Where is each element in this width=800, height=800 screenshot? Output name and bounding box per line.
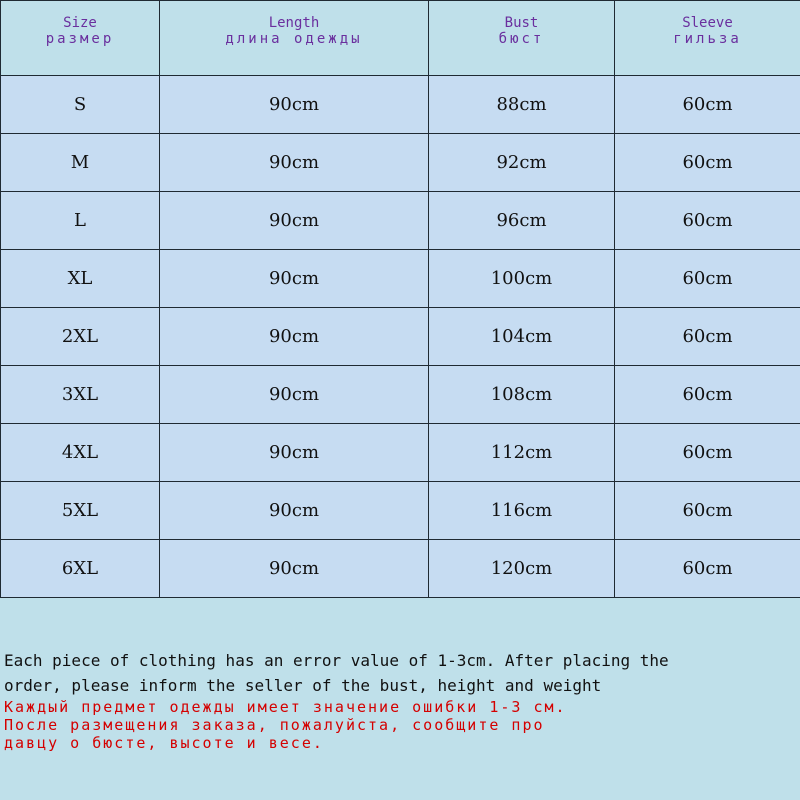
cell-size — [1, 250, 160, 308]
cell-bust — [429, 424, 615, 482]
cell-length — [160, 424, 429, 482]
size-value: L — [74, 210, 86, 231]
length-value: 90cm — [268, 210, 320, 231]
sleeve-value: 60cm — [682, 326, 733, 347]
cell-size — [1, 192, 160, 250]
bust-value: 112cm — [490, 442, 553, 463]
table-row — [1, 366, 800, 424]
cell-bust — [429, 192, 615, 250]
sleeve-value: 60cm — [682, 384, 733, 405]
header-bust-ru: бюст — [498, 31, 545, 47]
cell-sleeve — [615, 424, 800, 482]
note-en-line-1: Each piece of clothing has an error value of 1-3cm. After placing the — [4, 651, 669, 670]
header-sleeve-en: Sleeve — [682, 15, 733, 31]
cell-bust — [429, 482, 615, 540]
header-size-ru: размер — [45, 31, 115, 47]
note-ru-line-1: Каждый предмет одежды имеет значение ошибки 1-3 см. — [4, 698, 567, 716]
cell-size — [1, 76, 160, 134]
cell-sleeve — [615, 366, 800, 424]
size-value: 4XL — [61, 442, 99, 463]
table-row — [1, 482, 800, 540]
sleeve-value: 60cm — [682, 442, 733, 463]
cell-bust — [429, 366, 615, 424]
table-row — [1, 192, 800, 250]
sleeve-value: 60cm — [682, 268, 733, 289]
cell-bust — [429, 76, 615, 134]
bust-value: 104cm — [490, 326, 553, 347]
cell-length — [160, 134, 429, 192]
cell-length — [160, 540, 429, 598]
cell-size — [1, 308, 160, 366]
bust-value: 120cm — [490, 558, 553, 579]
bust-value: 96cm — [496, 210, 547, 231]
cell-length — [160, 250, 429, 308]
cell-length — [160, 482, 429, 540]
sleeve-value: 60cm — [682, 558, 733, 579]
length-value: 90cm — [268, 94, 320, 115]
note-ru-line-3: давцу о бюсте, высоте и весе. — [4, 734, 324, 752]
table-row — [1, 424, 800, 482]
cell-sleeve — [615, 250, 800, 308]
sleeve-value: 60cm — [682, 94, 733, 115]
table-row — [1, 250, 800, 308]
cell-length — [160, 308, 429, 366]
length-value: 90cm — [268, 384, 320, 405]
cell-bust — [429, 540, 615, 598]
size-value: S — [73, 94, 87, 115]
cell-bust — [429, 134, 615, 192]
length-value: 90cm — [268, 326, 320, 347]
table-row — [1, 540, 800, 598]
length-value: 90cm — [268, 558, 320, 579]
table-row — [1, 76, 800, 134]
header-size-en: Size — [63, 15, 97, 31]
bust-value: 100cm — [490, 268, 553, 289]
sleeve-value: 60cm — [682, 210, 733, 231]
table-row — [1, 308, 800, 366]
length-value: 90cm — [268, 442, 320, 463]
cell-size — [1, 424, 160, 482]
size-value: XL — [67, 268, 93, 289]
cell-sleeve — [615, 192, 800, 250]
header-length-ru: длина одежды — [225, 31, 363, 47]
length-value: 90cm — [268, 268, 320, 289]
size-note — [4, 648, 796, 752]
header-bust — [429, 1, 615, 76]
sleeve-value: 60cm — [682, 500, 733, 521]
length-value: 90cm — [268, 152, 320, 173]
cell-size — [1, 366, 160, 424]
header-length — [160, 1, 429, 76]
length-value: 90cm — [268, 500, 320, 521]
bust-value: 108cm — [490, 384, 553, 405]
table-row — [1, 134, 800, 192]
header-row — [1, 1, 800, 76]
header-sleeve-ru: гильза — [673, 31, 742, 47]
bust-value: 88cm — [496, 94, 547, 115]
cell-length — [160, 192, 429, 250]
cell-sleeve — [615, 134, 800, 192]
header-size — [1, 1, 160, 76]
size-value: 5XL — [61, 500, 99, 521]
cell-sleeve — [615, 308, 800, 366]
size-value: 6XL — [61, 558, 99, 579]
header-length-en: Length — [268, 15, 320, 31]
cell-length — [160, 76, 429, 134]
note-ru-line-2: После размещения заказа, пожалуйста, сообщите про — [4, 716, 545, 734]
cell-bust — [429, 308, 615, 366]
cell-sleeve — [615, 482, 800, 540]
header-sleeve — [615, 1, 800, 76]
size-value: 3XL — [61, 384, 99, 405]
cell-bust — [429, 250, 615, 308]
sleeve-value: 60cm — [682, 152, 733, 173]
cell-length — [160, 366, 429, 424]
cell-size — [1, 540, 160, 598]
cell-sleeve — [615, 540, 800, 598]
size-value: M — [70, 152, 90, 173]
size-value: 2XL — [61, 326, 99, 347]
bust-value: 116cm — [490, 500, 553, 521]
header-bust-en: Bust — [504, 15, 539, 31]
note-en-line-2: order, please inform the seller of the bust, height and weight — [4, 676, 602, 695]
bust-value: 92cm — [496, 152, 547, 173]
cell-size — [1, 482, 160, 540]
cell-sleeve — [615, 76, 800, 134]
cell-size — [1, 134, 160, 192]
